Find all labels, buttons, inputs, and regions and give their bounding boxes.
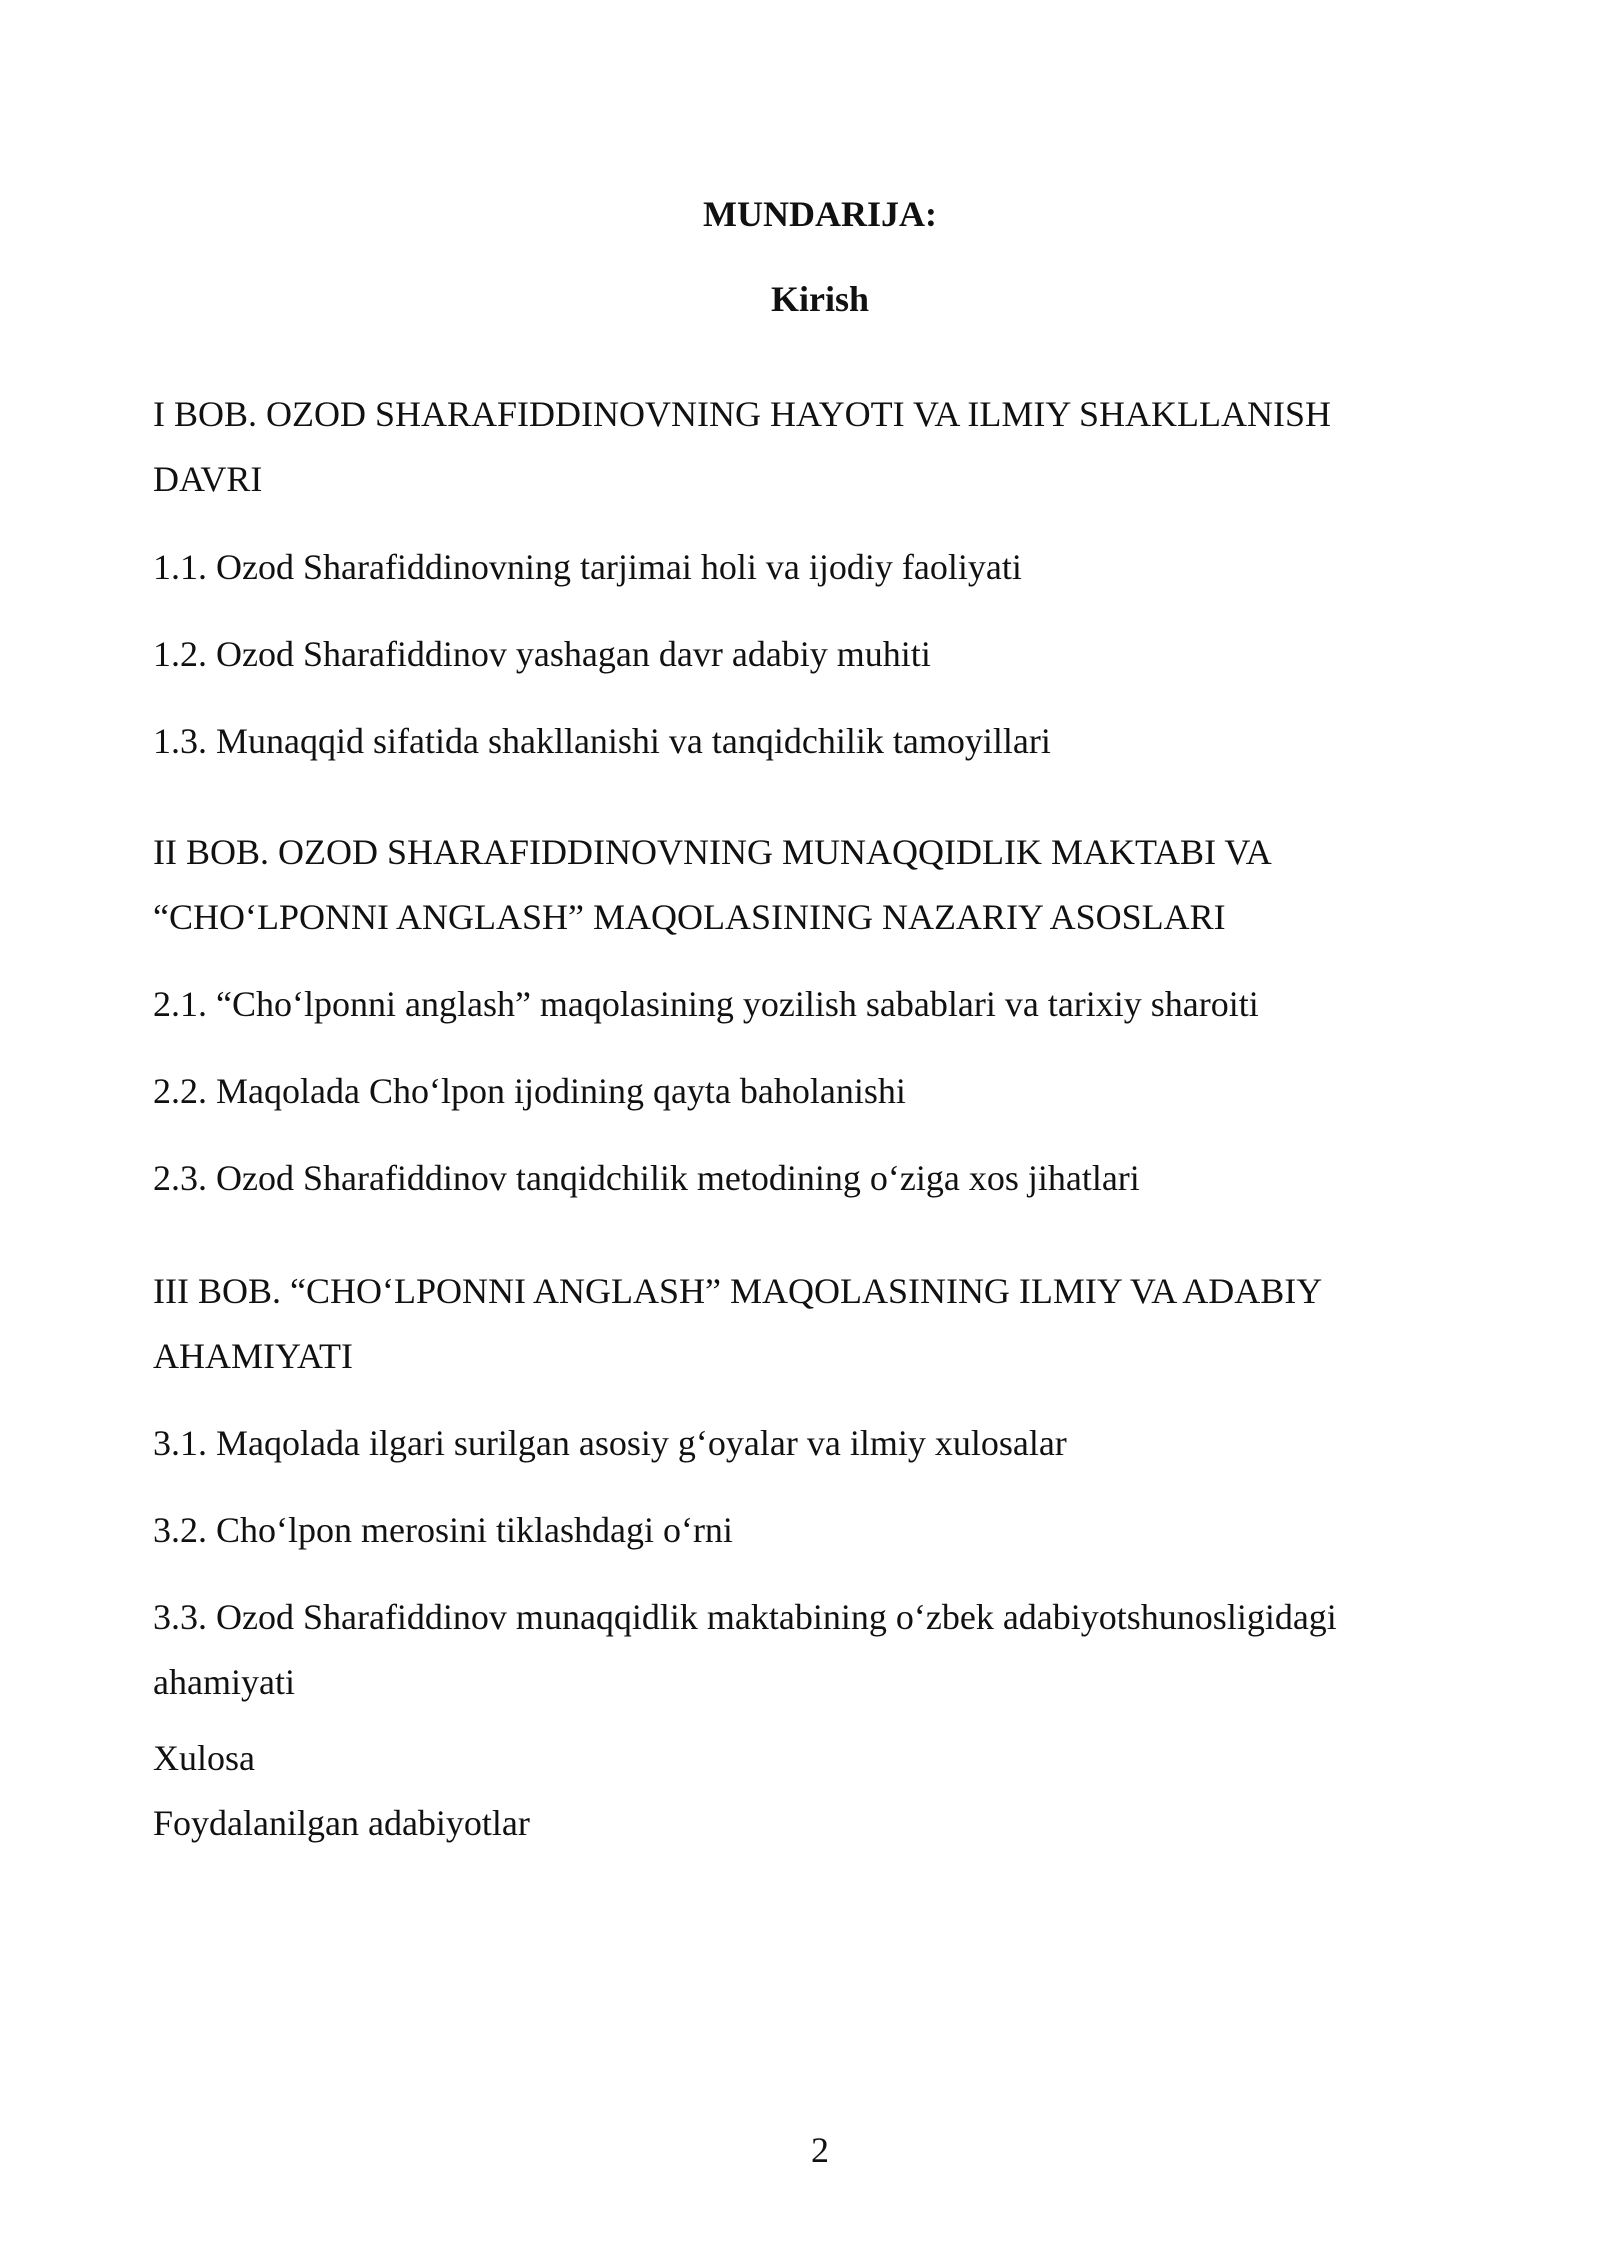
toc-item-3-1: 3.1. Maqolada ilgari surilgan asosiy g‘oyalar va ilmiy xulosalar bbox=[153, 1423, 1067, 1463]
chapter2-heading-line1: II BOB. OZOD SHARAFIDDINOVNING MUNAQQIDLIK MAKTABI VA bbox=[153, 832, 1272, 872]
toc-intro: Kirish bbox=[770, 279, 869, 319]
toc-item-1-3: 1.3. Munaqqid sifatida shakllanishi va tanqidchilik tamoyillari bbox=[153, 721, 1051, 761]
toc-title: MUNDARIJA: bbox=[703, 194, 937, 234]
toc-item-3-3-line2: ahamiyati bbox=[153, 1662, 295, 1702]
toc-item-2-1: 2.1. “Cho‘lponni anglash” maqolasining yozilish sabablari va tarixiy sharoiti bbox=[153, 984, 1259, 1024]
toc-item-3-3-line1: 3.3. Ozod Sharafiddinov munaqqidlik maktabining o‘zbek adabiyotshunosligidagi bbox=[153, 1597, 1337, 1637]
chapter1-heading-line1: I BOB. OZOD SHARAFIDDINOVNING HAYOTI VA ILMIY SHAKLLANISH bbox=[153, 394, 1332, 434]
toc-conclusion: Xulosa bbox=[153, 1738, 255, 1778]
toc-item-2-3: 2.3. Ozod Sharafiddinov tanqidchilik metodining o‘ziga xos jihatlari bbox=[153, 1158, 1140, 1198]
toc-item-3-2: 3.2. Cho‘lpon merosini tiklashdagi o‘rni bbox=[153, 1510, 733, 1550]
chapter3-heading-line2: AHAMIYATI bbox=[153, 1336, 353, 1376]
chapter1-heading-line2: DAVRI bbox=[153, 459, 263, 499]
toc-item-1-2: 1.2. Ozod Sharafiddinov yashagan davr adabiy muhiti bbox=[153, 634, 931, 674]
chapter2-heading-line2: “CHO‘LPONNI ANGLASH” MAQOLASINING NAZARIY ASOSLARI bbox=[153, 897, 1226, 937]
toc-references: Foydalanilgan adabiyotlar bbox=[153, 1803, 530, 1843]
page-number: 2 bbox=[811, 2130, 829, 2170]
chapter3-heading-line1: III BOB. “CHO‘LPONNI ANGLASH” MAQOLASINING ILMIY VA ADABIY bbox=[153, 1271, 1323, 1311]
toc-item-2-2: 2.2. Maqolada Cho‘lpon ijodining qayta baholanishi bbox=[153, 1071, 906, 1111]
toc-item-1-1: 1.1. Ozod Sharafiddinovning tarjimai holi va ijodiy faoliyati bbox=[153, 547, 1022, 587]
